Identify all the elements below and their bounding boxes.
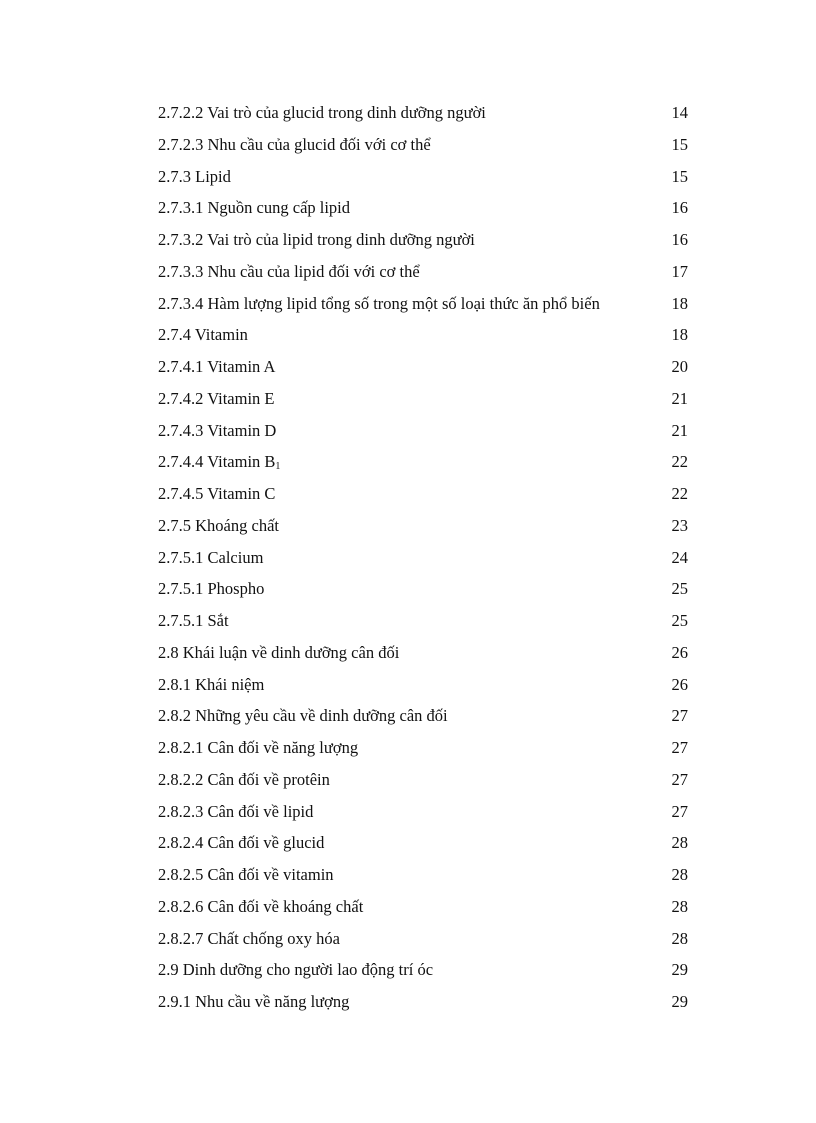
toc-entry-title: 2.8.2.1 Cân đối về năng lượng [158, 738, 359, 757]
toc-entry [158, 256, 688, 288]
toc-entry-title: 2.7.5.1 Sắt [158, 611, 229, 630]
toc-entry-page: 23 [671, 515, 688, 535]
toc-entry-page: 28 [671, 833, 688, 853]
toc-entry [158, 161, 688, 193]
toc-entry-page: 27 [671, 769, 688, 789]
toc-entry-title: 2.9.1 Nhu cầu về năng lượng [158, 992, 350, 1011]
toc-entry-title: 2.8.2.2 Cân đối về protêin [158, 769, 330, 789]
toc-entry-page: 14 [671, 103, 688, 122]
toc-entry [158, 383, 688, 415]
toc-entry-title: 2.7.3.2 Vai trò của lipid trong dinh dưỡng người [158, 230, 475, 249]
toc-entry-page: 22 [671, 484, 688, 503]
toc-entry-title: 2.7.3.3 Nhu cầu của lipid đối với cơ thể [158, 261, 420, 281]
toc-entry [158, 573, 688, 605]
toc-entry-page: 27 [671, 738, 688, 757]
toc-entry-title: 2.7.3.1 Nguồn cung cấp lipid [158, 198, 351, 218]
toc-entry [158, 351, 688, 383]
toc-entry-title: 2.8.1 Khái niệm [158, 674, 265, 694]
toc-entry-title: 2.7.5.1 Calcium [158, 547, 264, 567]
toc-entry-title: 2.8.2.7 Chất chống oxy hóa [158, 928, 340, 948]
toc-entry [158, 129, 688, 161]
toc-entry [158, 605, 688, 637]
toc-entry-title: 2.7.4.1 Vitamin A [158, 357, 276, 376]
toc-entry-title: 2.7.5.1 Phospho [158, 579, 265, 599]
toc-entry-page: 25 [671, 611, 688, 630]
toc-entry [158, 510, 688, 542]
toc-entry-page: 20 [671, 357, 688, 376]
toc-entry [158, 986, 688, 1018]
toc-entry-title: 2.7.2.2 Vai trò của glucid trong dinh dưỡng người [158, 103, 486, 122]
toc-entry-page: 25 [671, 579, 688, 599]
toc-entry-title: 2.7.3 Lipid [158, 166, 231, 186]
toc-entry [158, 764, 688, 796]
toc-entry-page: 28 [671, 896, 688, 916]
table-of-contents [158, 97, 688, 1018]
toc-entry-page: 29 [671, 992, 688, 1011]
toc-entry-title: 2.7.5 Khoáng chất [158, 515, 279, 535]
toc-entry-page: 15 [671, 166, 688, 186]
toc-entry-title: 2.7.4.2 Vitamin E [158, 388, 275, 408]
toc-entry [158, 446, 688, 478]
toc-entry [158, 319, 688, 351]
toc-entry [158, 192, 688, 224]
toc-entry-title: 2.7.4.3 Vitamin D [158, 420, 277, 440]
toc-entry [158, 669, 688, 701]
toc-entry [158, 891, 688, 923]
toc-entry [158, 859, 688, 891]
toc-entry-page: 18 [671, 325, 688, 345]
toc-entry [158, 827, 688, 859]
toc-entry-page: 29 [671, 960, 688, 980]
toc-entry-page: 28 [671, 865, 688, 884]
toc-entry [158, 542, 688, 574]
toc-entry-title: 2.7.4 Vitamin [158, 325, 248, 345]
toc-entry [158, 923, 688, 955]
toc-entry [158, 415, 688, 447]
toc-entry-title: 2.8 Khái luận về dinh dưỡng cân đối [158, 642, 400, 662]
toc-entry [158, 700, 688, 732]
toc-entry [158, 732, 688, 764]
toc-entry [158, 224, 688, 256]
toc-entry-page: 28 [671, 928, 688, 948]
toc-entry [158, 637, 688, 669]
toc-entry-page: 27 [671, 706, 688, 726]
toc-entry-title: 2.8.2.3 Cân đối về lipid [158, 801, 314, 821]
toc-entry-title-subscript: 1 [275, 461, 281, 473]
toc-entry-page: 16 [671, 198, 688, 218]
toc-entry-title [158, 446, 280, 478]
toc-entry-page: 16 [671, 230, 688, 249]
toc-entry-page: 26 [671, 642, 688, 662]
toc-entry-page: 17 [671, 261, 688, 281]
toc-entry [158, 97, 688, 129]
toc-entry-title: 2.7.3.4 Hàm lượng lipid tổng số trong một số loại thức ăn phổ biến [158, 293, 600, 313]
toc-entry-title-text: 2.7.4.4 Vitamin B [158, 452, 276, 472]
toc-entry-page: 15 [671, 134, 688, 154]
toc-entry-title: 2.7.4.5 Vitamin C [158, 484, 276, 503]
toc-entry [158, 796, 688, 828]
toc-entry-page: 26 [671, 674, 688, 694]
toc-entry [158, 954, 688, 986]
toc-entry-page: 22 [671, 452, 688, 472]
toc-entry-title: 2.8.2 Những yêu cầu về dinh dưỡng cân đối [158, 706, 448, 726]
toc-entry [158, 288, 688, 320]
toc-entry-page: 18 [671, 293, 688, 313]
toc-entry-title: 2.9 Dinh dưỡng cho người lao động trí óc [158, 960, 434, 980]
toc-entry-title: 2.8.2.4 Cân đối về glucid [158, 833, 325, 853]
toc-entry-page: 27 [671, 801, 688, 821]
toc-entry [158, 478, 688, 510]
toc-entry-title: 2.7.2.3 Nhu cầu của glucid đối với cơ thể [158, 134, 431, 154]
toc-entry-page: 24 [671, 547, 688, 567]
toc-entry-title: 2.8.2.5 Cân đối về vitamin [158, 865, 334, 884]
toc-entry-title: 2.8.2.6 Cân đối về khoáng chất [158, 896, 364, 916]
toc-entry-page: 21 [671, 388, 688, 408]
toc-entry-page: 21 [671, 420, 688, 440]
